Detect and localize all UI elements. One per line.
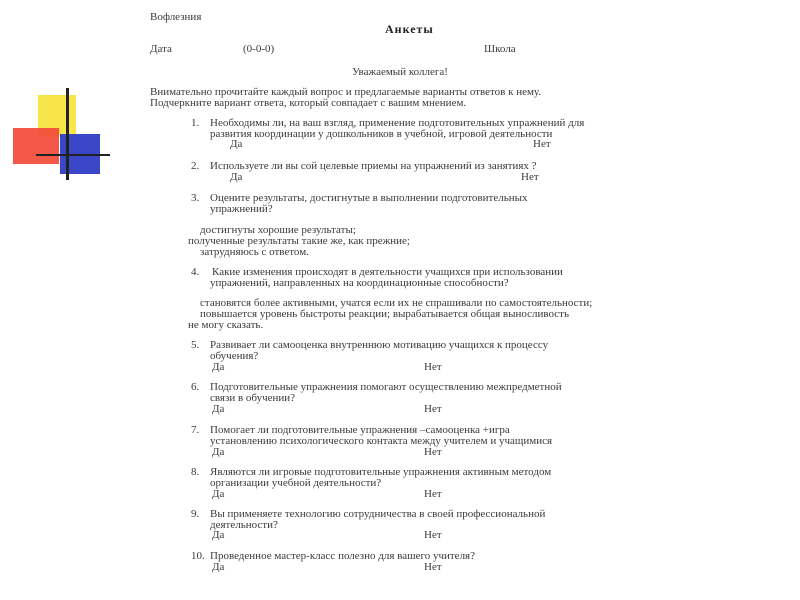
decor-red-square: [13, 128, 59, 164]
answer-yes[interactable]: Да: [212, 529, 225, 541]
date-label: Дата: [150, 43, 172, 55]
answer-yes[interactable]: Да: [212, 361, 225, 373]
question-text-line: обучения?: [210, 350, 259, 362]
answer-no[interactable]: Нет: [424, 529, 442, 541]
question-text-line: установлению психологического контакта между учителем и учащимися: [210, 435, 553, 447]
option-item[interactable]: повышается уровень быстроты реакции; вырабатывается общая выносливость: [200, 308, 569, 320]
question-text-line: организации учебной деятельности?: [210, 477, 382, 489]
question-text-line: Развивает ли самооценка внутреннюю мотивацию учащихся к процессу: [210, 339, 549, 351]
question-text-line: связи в обучении?: [210, 392, 296, 404]
instruction-line-2: Подчеркните вариант ответа, который совпадает с вашим мнением.: [150, 97, 467, 109]
question-number: 7.: [191, 424, 200, 436]
option-item[interactable]: достигнуты хорошие результаты;: [200, 224, 356, 236]
school-label: Школа: [484, 43, 516, 55]
instruction-line-1: Внимательно прочитайте каждый вопрос и предлагаемые варианты ответов к нему.: [150, 86, 542, 98]
answer-no[interactable]: Нет: [424, 403, 442, 415]
option-item[interactable]: становятся более активными, учатся если их не спрашивали по самостоятельности;: [200, 297, 593, 309]
question-number: 1.: [191, 117, 200, 129]
question-text-line: Вы применяете технологию сотрудничества в своей профессиональной: [210, 508, 546, 520]
question-text-line: Помогает ли подготовительные упражнения –самооценка +игра: [210, 424, 510, 436]
document-title: Анкеты: [385, 22, 434, 36]
question-text-line: Необходимы ли, на ваш взгляд, применение подготовительных упражнений для: [210, 117, 585, 129]
question-text-line: Проведенное мастер-класс полезно для вашего учителя?: [210, 550, 475, 562]
question-text-line: деятельности?: [210, 519, 278, 531]
answer-no[interactable]: Нет: [521, 171, 539, 183]
answer-yes[interactable]: Да: [230, 171, 243, 183]
question-number: 5.: [191, 339, 200, 351]
option-item[interactable]: затрудняюсь с ответом.: [200, 246, 309, 258]
question-text-line: Являются ли игровые подготовительные упражнения активным методом: [210, 466, 552, 478]
answer-yes[interactable]: Да: [212, 403, 225, 415]
answer-yes[interactable]: Да: [212, 561, 225, 573]
question-number: 8.: [191, 466, 200, 478]
question-text-line: Используете ли вы сой целевые приемы на упражнений из занятиях ?: [210, 160, 537, 172]
answer-no[interactable]: Нет: [533, 138, 551, 150]
answer-no[interactable]: Нет: [424, 446, 442, 458]
answer-yes[interactable]: Да: [212, 446, 225, 458]
answer-yes[interactable]: Да: [230, 138, 243, 150]
question-number: 3.: [191, 192, 200, 204]
document-label: Вофлезния: [150, 11, 202, 23]
answer-no[interactable]: Нет: [424, 361, 442, 373]
date-value: (0-0-0): [243, 43, 275, 55]
answer-no[interactable]: Нет: [424, 488, 442, 500]
option-item[interactable]: не могу сказать.: [188, 319, 264, 331]
answer-yes[interactable]: Да: [212, 488, 225, 500]
question-number: 10.: [191, 550, 205, 562]
question-text-line: развития координации у дошкольников в учебной, игровой деятельности: [210, 128, 553, 140]
greeting: Уважаемый коллега!: [352, 66, 448, 78]
question-number: 2.: [191, 160, 200, 172]
decor-vertical-line: [66, 88, 69, 180]
question-text-line: упражнений, направленных на координационные способности?: [210, 277, 509, 289]
answer-no[interactable]: Нет: [424, 561, 442, 573]
option-item[interactable]: полученные результаты такие же, как прежние;: [188, 235, 410, 247]
question-number: 9.: [191, 508, 200, 520]
question-number: 6.: [191, 381, 200, 393]
decor-horizontal-line: [36, 154, 110, 156]
question-number: 4.: [191, 266, 200, 278]
question-text-line: Какие изменения происходят в деятельности учащихся при использовании: [212, 266, 563, 278]
question-text-line: Подготовительные упражнения помогают осуществлению межпредметной: [210, 381, 562, 393]
question-text-line: Оцените результаты, достигнутые в выполнении подготовительных: [210, 192, 528, 204]
question-text-line: упражнений?: [210, 203, 273, 215]
